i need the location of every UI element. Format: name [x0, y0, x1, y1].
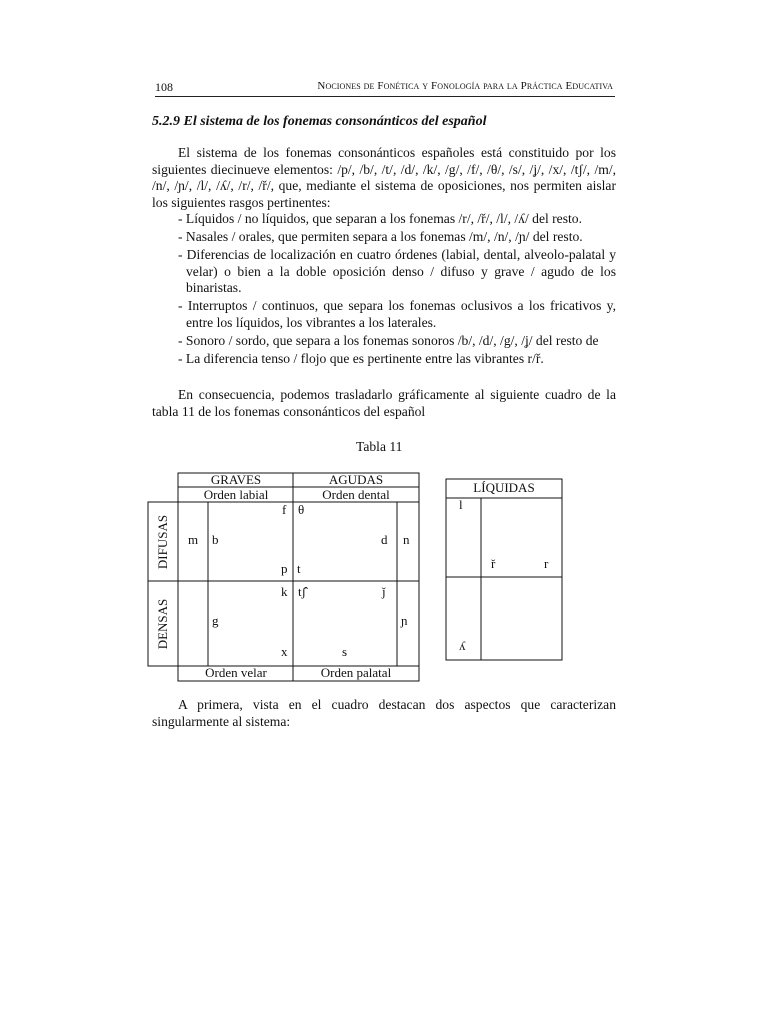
phoneme-f: f	[282, 502, 287, 517]
phoneme-g: g	[212, 613, 219, 628]
header-orden-dental: Orden dental	[322, 487, 390, 502]
running-title: Nociones de Fonética y Fonología para la Práctica Educativa	[317, 80, 613, 92]
intro-paragraph: El sistema de los fonemas consonánticos españoles está constituido por los siguientes diecinueve elementos: /p/, /b/, /t/, /d/, /k/, /g/, /f/, /θ/, /s/, /ʝ/, /x/, /tʃ/, /m/, /n/, /ɲ/, /l/, /ʎ/, /r/, /ř/, que, mediante el sistema de oposiciones, nos permiten aislar los siguientes rasgos pertinentes:	[152, 145, 616, 210]
label-difusas: DIFUSAS	[155, 514, 170, 570]
list-item: - Sonoro / sordo, que separa a los fonemas sonoros /b/, /d/, /g/, /ʝ/ del resto de	[178, 332, 599, 348]
list-item: - Interruptos / continuos, que separa los fonemas oclusivos a los fricativos y, entre los líquidos, los vibrantes a los laterales.	[178, 298, 616, 330]
footer-orden-velar: Orden velar	[205, 665, 267, 680]
phoneme-b: b	[212, 532, 219, 547]
phoneme-rr: ř	[491, 556, 496, 571]
table-caption: Tabla 11	[356, 439, 403, 454]
closing-paragraph: A primera, vista en el cuadro destacan dos aspectos que caracterizan singularmente al sistema:	[152, 697, 616, 729]
liquidas-title: LÍQUIDAS	[473, 480, 535, 495]
phoneme-ll: ʎ	[459, 638, 466, 653]
footer-orden-palatal: Orden palatal	[320, 665, 392, 680]
phoneme-d: d	[381, 532, 388, 547]
consequence-paragraph: En consecuencia, podemos trasladarlo gráficamente al siguiente cuadro de la tabla 11 de los fonemas consonánticos del español	[152, 387, 616, 419]
header-orden-labial: Orden labial	[203, 487, 269, 502]
phoneme-theta: θ	[298, 502, 305, 517]
list-item: - La diferencia tenso / flojo que es pertinente entre las vibrantes r/ř.	[178, 350, 544, 366]
phoneme-n: n	[403, 532, 410, 547]
list-item: - Nasales / orales, que permiten separa a los fonemas /m/, /n/, /ɲ/ del resto.	[178, 229, 583, 244]
phoneme-s: s	[342, 644, 348, 659]
label-densas: DENSAS	[155, 598, 170, 650]
phoneme-p: p	[281, 561, 288, 576]
phoneme-m: m	[188, 532, 199, 547]
list-item: - Líquidos / no líquidos, que separan a los fonemas /r/, /ř/, /l/, /ʎ/ del resto.	[178, 211, 582, 226]
phoneme-tsh: tʃ̂	[298, 584, 306, 599]
page-number: 108	[155, 80, 173, 94]
phoneme-l: l	[459, 497, 463, 512]
list-item: - Diferencias de localización en cuatro órdenes (labial, dental, alveolo-palatal y velar) o bien a la doble oposición denso / difuso y grave / agudo de los binaristas.	[178, 247, 616, 295]
phoneme-y: ǰ	[382, 584, 386, 599]
section-title: 5.2.9 El sistema de los fonemas consonánticos del español	[152, 114, 487, 129]
phoneme-t: t	[297, 561, 301, 576]
phoneme-nye: ɲ	[401, 613, 408, 628]
phoneme-r: r	[544, 556, 549, 571]
phoneme-x: x	[281, 644, 288, 659]
header-graves: GRAVES	[210, 472, 262, 487]
header-agudas: AGUDAS	[328, 472, 384, 487]
phoneme-k: k	[281, 584, 288, 599]
